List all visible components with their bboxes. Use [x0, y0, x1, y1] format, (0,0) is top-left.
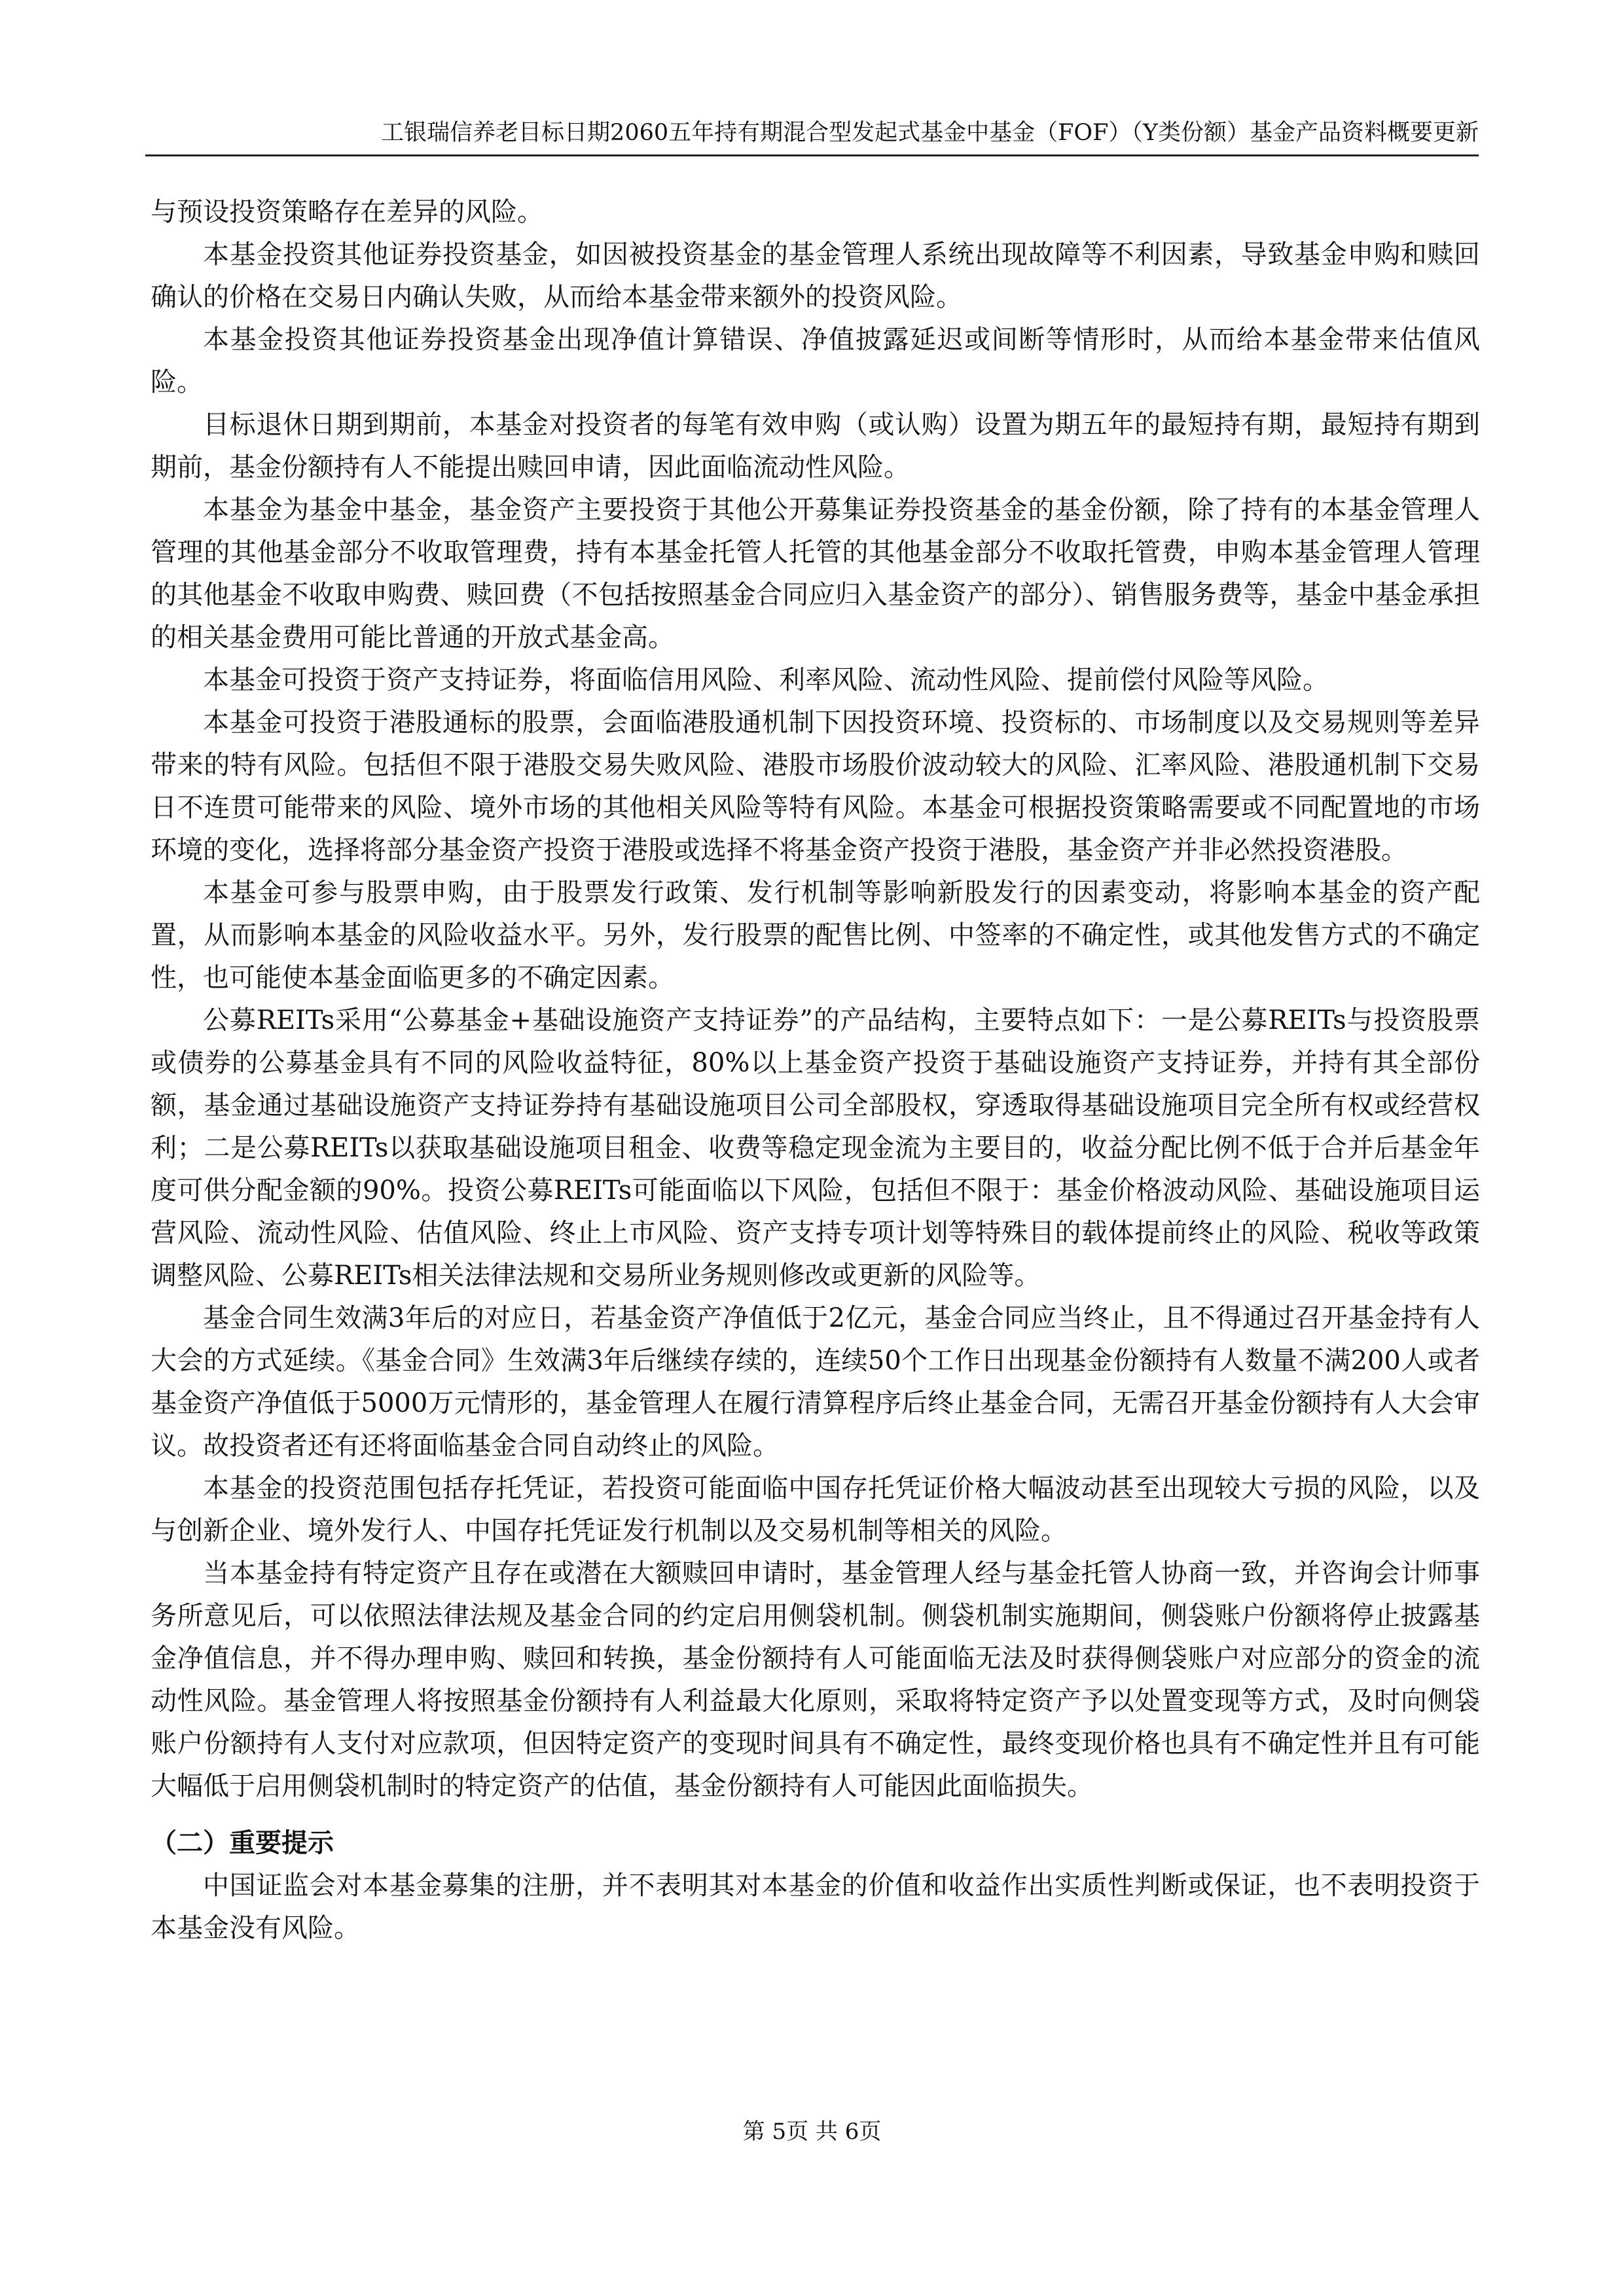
- paragraph: 基金合同生效满3年后的对应日，若基金资产净值低于2亿元，基金合同应当终止，且不得通过召开基金持有人大会的方式延续。《基金合同》生效满3年后继续存续的，连续50个工作日出现基金份额持有人数量不满200人或者基金资产净值低于5000万元情形的，基金管理人在履行清算程序后终止基金合同，无需召开基金份额持有人大会审议。故投资者还有还将面临基金合同自动终止的风险。: [151, 1303, 1480, 1461]
- page-footer: [0, 2115, 1624, 2148]
- paragraph: 公募REITs采用“公募基金+基础设施资产支持证券”的产品结构，主要特点如下：一是公募REITs与投资股票或债券的公募基金具有不同的风险收益特征，80%以上基金资产投资于基础设施资产支持证券，并持有其全部份额，基金通过基础设施资产支持证券持有基础设施项目公司全部股权，穿透取得基础设施项目完全所有权或经营权利；二是公募REITs以获取基础设施项目租金、收费等稳定现金流为主要目的，收益分配比例不低于合并后基金年度可供分配金额的90%。投资公募REITs可能面临以下风险，包括但不限于：基金价格波动风险、基础设施项目运营风险、流动性风险、估值风险、终止上市风险、资产支持专项计划等特殊目的载体提前终止的风险、税收等政策调整风险、公募REITs相关法律法规和交易所业务规则修改或更新的风险等。: [151, 1005, 1480, 1291]
- paragraph: 本基金投资其他证券投资基金出现净值计算错误、净值披露延迟或间断等情形时，从而给本基金带来估值风险。: [151, 325, 1480, 397]
- paragraph: 本基金可投资于港股通标的股票，会面临港股通机制下因投资环境、投资标的、市场制度以及交易规则等差异带来的特有风险。包括但不限于港股交易失败风险、港股市场股价波动较大的风险、汇率风险、港股通机制下交易日不连贯可能带来的风险、境外市场的其他相关风险等特有风险。本基金可根据投资策略需要或不同配置地的市场环境的变化，选择将部分基金资产投资于港股或选择不将基金资产投资于港股，基金资产并非必然投资港股。: [151, 708, 1480, 865]
- header-title: 工银瑞信养老目标日期2060五年持有期混合型发起式基金中基金（FOF）（Y类份额）基金产品资料概要更新: [381, 120, 1479, 146]
- paragraph: 本基金可参与股票申购，由于股票发行政策、发行机制等影响新股发行的因素变动，将影响本基金的资产配置，从而影响本基金的风险收益水平。另外，发行股票的配售比例、中签率的不确定性，或其他发售方式的不确定性，也可能使本基金面临更多的不确定因素。: [151, 878, 1480, 993]
- section-heading: （二）重要提示: [151, 1828, 334, 1858]
- paragraph: 与预设投资策略存在差异的风险。: [151, 197, 543, 227]
- paragraph: 本基金投资其他证券投资基金，如因被投资基金的基金管理人系统出现故障等不利因素，导致基金申购和赎回确认的价格在交易日内确认失败，从而给本基金带来额外的投资风险。: [151, 240, 1480, 312]
- paragraph: 本基金可投资于资产支持证券，将面临信用风险、利率风险、流动性风险、提前偿付风险等风险。: [203, 665, 1329, 695]
- document-body: [151, 191, 1480, 1950]
- paragraph: 当本基金持有特定资产且存在或潜在大额赎回申请时，基金管理人经与基金托管人协商一致，并咨询会计师事务所意见后，可以依照法律法规及基金合同的约定启用侧袋机制。侧袋机制实施期间，侧袋账户份额将停止披露基金净值信息，并不得办理申购、赎回和转换，基金份额持有人可能面临无法及时获得侧袋账户对应部分的资金的流动性风险。基金管理人将按照基金份额持有人利益最大化原则，采取将特定资产予以处置变现等方式，及时向侧袋账户份额持有人支付对应款项，但因特定资产的变现时间具有不确定性，最终变现价格也具有不确定性并且有可能大幅低于启用侧袋机制时的特定资产的估值，基金份额持有人可能因此面临损失。: [151, 1558, 1480, 1801]
- paragraph: 本基金的投资范围包括存托凭证，若投资可能面临中国存托凭证价格大幅波动甚至出现较大亏损的风险，以及与创新企业、境外发行人、中国存托凭证发行机制以及交易机制等相关的风险。: [151, 1473, 1480, 1546]
- page-header: [145, 111, 1479, 156]
- paragraph: 中国证监会对本基金募集的注册，并不表明其对本基金的价值和收益作出实质性判断或保证，也不表明投资于本基金没有风险。: [151, 1871, 1480, 1943]
- paragraph: 本基金为基金中基金，基金资产主要投资于其他公开募集证券投资基金的基金份额，除了持有的本基金管理人管理的其他基金部分不收取管理费，持有本基金托管人托管的其他基金部分不收取托管费，申购本基金管理人管理的其他基金不收取申购费、赎回费（不包括按照基金合同应归入基金资产的部分）、销售服务费等，基金中基金承担的相关基金费用可能比普通的开放式基金高。: [151, 495, 1480, 653]
- paragraph: 目标退休日期到期前，本基金对投资者的每笔有效申购（或认购）设置为期五年的最短持有期，最短持有期到期前，基金份额持有人不能提出赎回申请，因此面临流动性风险。: [151, 410, 1480, 482]
- page-number: 第 5页 共 6页: [742, 2119, 882, 2145]
